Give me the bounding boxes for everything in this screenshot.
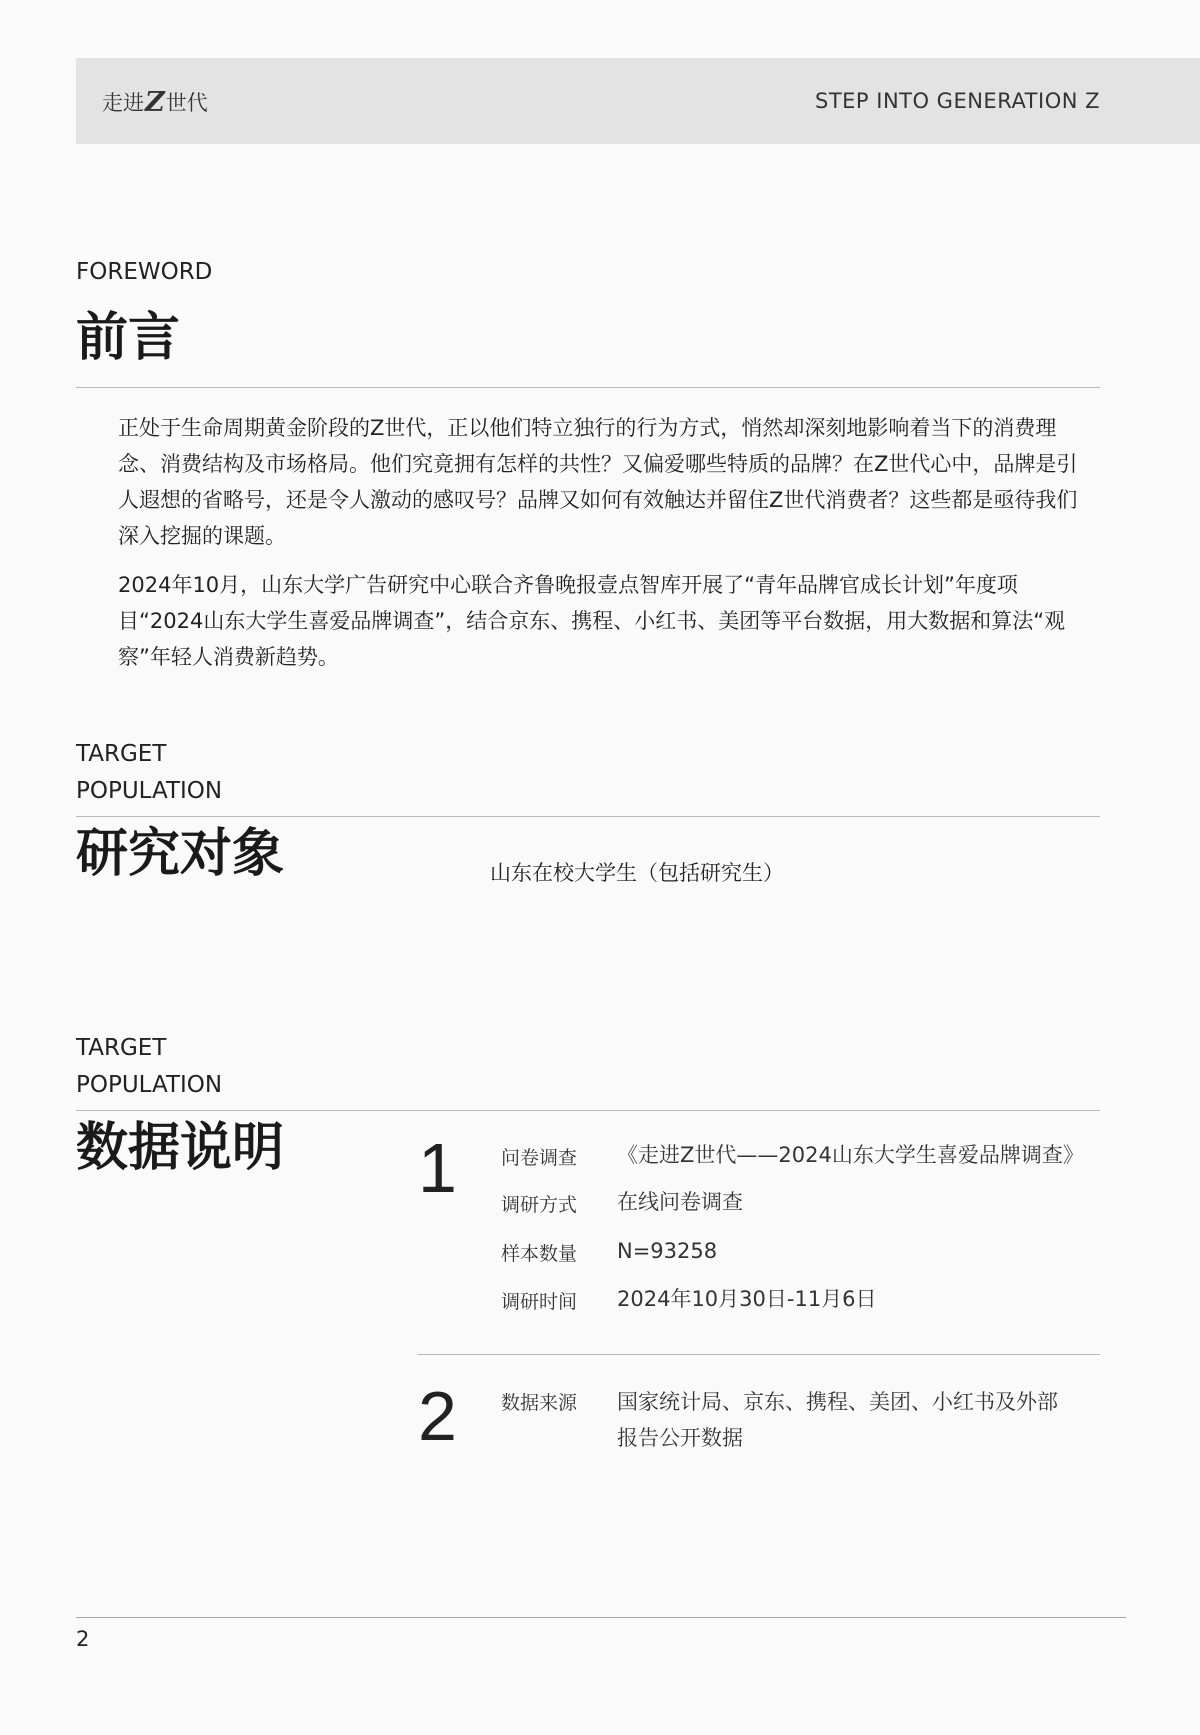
header-brand-prefix: 走进 [102, 91, 144, 115]
data-title: 数据说明 [76, 1118, 285, 1178]
page-header [76, 58, 1200, 144]
data-group-divider [418, 1354, 1100, 1355]
data-source-label: 数据来源 [501, 1392, 578, 1414]
page-number: 2 [76, 1627, 90, 1651]
foreword-paragraph-2: 2024年10月，山东大学广告研究中心联合齐鲁晚报壹点智库开展了“青年品牌官成长计划”年度项目“2024山东大学生喜爱品牌调查”，结合京东、携程、小红书、美团等平台数据，用大数据和算法“观察”年轻人消费新趋势。 [118, 573, 1066, 669]
data-en-label-line2: POPULATION [76, 1072, 223, 1098]
data-source-value-line1: 国家统计局、京东、携程、美团、小红书及外部 [617, 1390, 1058, 1414]
target-description: 山东在校大学生（包括研究生） [490, 861, 784, 885]
method-label: 调研方式 [501, 1194, 578, 1216]
survey-period-label: 调研时间 [501, 1291, 578, 1313]
foreword-title: 前言 [76, 308, 181, 368]
foreword-divider [76, 387, 1100, 388]
data-group-2-number: 2 [418, 1377, 457, 1455]
survey-period-value: 2024年10月30日-11月6日 [617, 1287, 877, 1311]
target-title: 研究对象 [76, 824, 285, 884]
data-divider [76, 1110, 1100, 1111]
target-divider [76, 816, 1100, 817]
method-value: 在线问卷调查 [617, 1190, 743, 1214]
header-english-title: STEP INTO GENERATION Z [814, 89, 1100, 113]
data-group-1-number: 1 [418, 1129, 457, 1207]
foreword-en-label: FOREWORD [76, 259, 213, 285]
data-en-label-line1: TARGET [76, 1035, 167, 1061]
target-en-label-line1: TARGET [76, 741, 167, 767]
foreword-paragraph-1: 正处于生命周期黄金阶段的Z世代，正以他们特立独行的行为方式，悄然却深刻地影响着当下的消费理念、消费结构及市场格局。他们究竟拥有怎样的共性？又偏爱哪些特质的品牌？在Z世代心中，品牌是引人遐想的省略号，还是令人激动的感叹号？品牌又如何有效触达并留住Z世代消费者？这些都是亟待我们深入挖掘的课题。 [118, 416, 1078, 548]
sample-size-value: N=93258 [617, 1239, 718, 1263]
sample-size-label: 样本数量 [501, 1243, 578, 1265]
z-logo-icon: Z [145, 86, 165, 118]
header-brand-suffix: 世代 [165, 91, 208, 115]
footer-divider [76, 1617, 1126, 1618]
target-en-label-line2: POPULATION [76, 778, 223, 804]
header-brand [102, 87, 208, 117]
data-source-value-line2: 报告公开数据 [617, 1426, 743, 1450]
survey-label: 问卷调查 [501, 1147, 578, 1169]
survey-value: 《走进Z世代——2024山东大学生喜爱品牌调查》 [617, 1143, 1084, 1167]
